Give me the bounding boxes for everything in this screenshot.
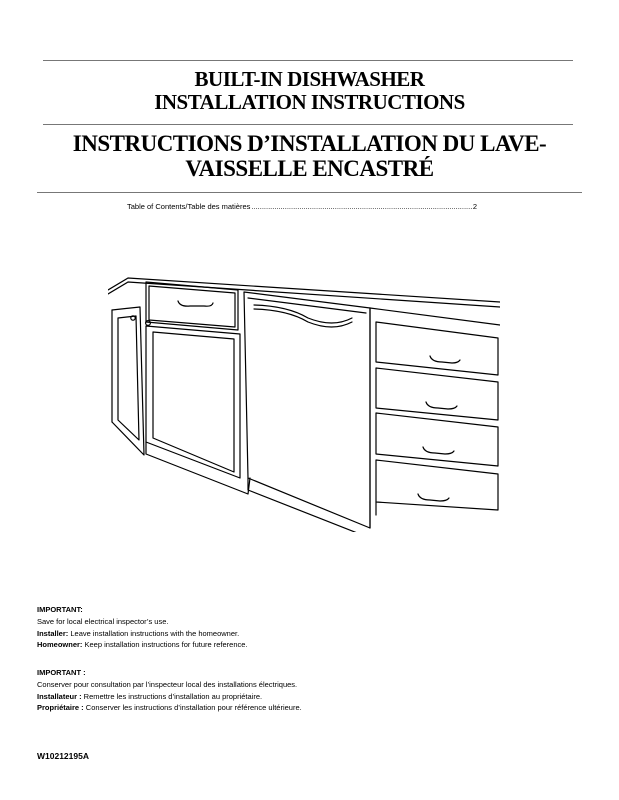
title-french-line1: INSTRUCTIONS D’INSTALLATION DU LAVE- — [72, 131, 547, 156]
notice-en-installer-label: Installer: — [37, 628, 69, 638]
notice-en-line1: Save for local electrical inspector’s use. — [37, 616, 169, 626]
title-english-line2: INSTALLATION INSTRUCTIONS — [154, 90, 465, 114]
important-notice-french — [37, 667, 302, 714]
dishwasher-cabinet-illustration — [108, 270, 500, 532]
document-number: W10212195A — [37, 751, 89, 761]
notice-fr-installer-text: Remettre les instructions d’installation au propriétaire. — [81, 691, 263, 701]
toc-label[interactable]: Table of Contents/Table des matières — [127, 202, 251, 211]
toc-page-number[interactable]: 2 — [472, 202, 477, 211]
top-rule — [43, 60, 573, 61]
bottom-rule — [37, 192, 582, 193]
title-english-line1: BUILT-IN DISHWASHER — [194, 67, 425, 91]
notice-en-installer-text: Leave installation instructions with the homeowner. — [68, 628, 240, 638]
notice-fr-heading: IMPORTANT : — [37, 668, 86, 677]
toc-leader-dots — [251, 202, 471, 211]
notice-fr-installer-label: Installateur : — [37, 691, 82, 701]
notice-en-homeowner — [37, 639, 248, 651]
title-english — [0, 68, 619, 114]
notice-fr-owner — [37, 702, 302, 714]
middle-rule — [43, 124, 573, 125]
notice-fr-owner-label: Propriétaire : — [37, 703, 84, 713]
notice-en-homeowner-text: Keep installation instructions for future reference. — [82, 640, 248, 650]
notice-fr-line1: Conserver pour consultation par l’inspecteur local des installations électriques. — [37, 679, 298, 689]
title-french-line2: VAISSELLE ENCASTRÉ — [185, 156, 434, 181]
important-notice-english — [37, 604, 248, 651]
notice-fr-owner-text: Conserver les instructions d’installation pour référence ultérieure. — [83, 703, 302, 713]
notice-en-homeowner-label: Homeowner: — [37, 640, 83, 650]
title-french — [0, 131, 619, 181]
notice-en-heading: IMPORTANT: — [37, 605, 83, 614]
table-of-contents-entry[interactable] — [127, 202, 477, 211]
notice-fr-installer — [37, 691, 302, 703]
notice-en-installer — [37, 628, 248, 640]
